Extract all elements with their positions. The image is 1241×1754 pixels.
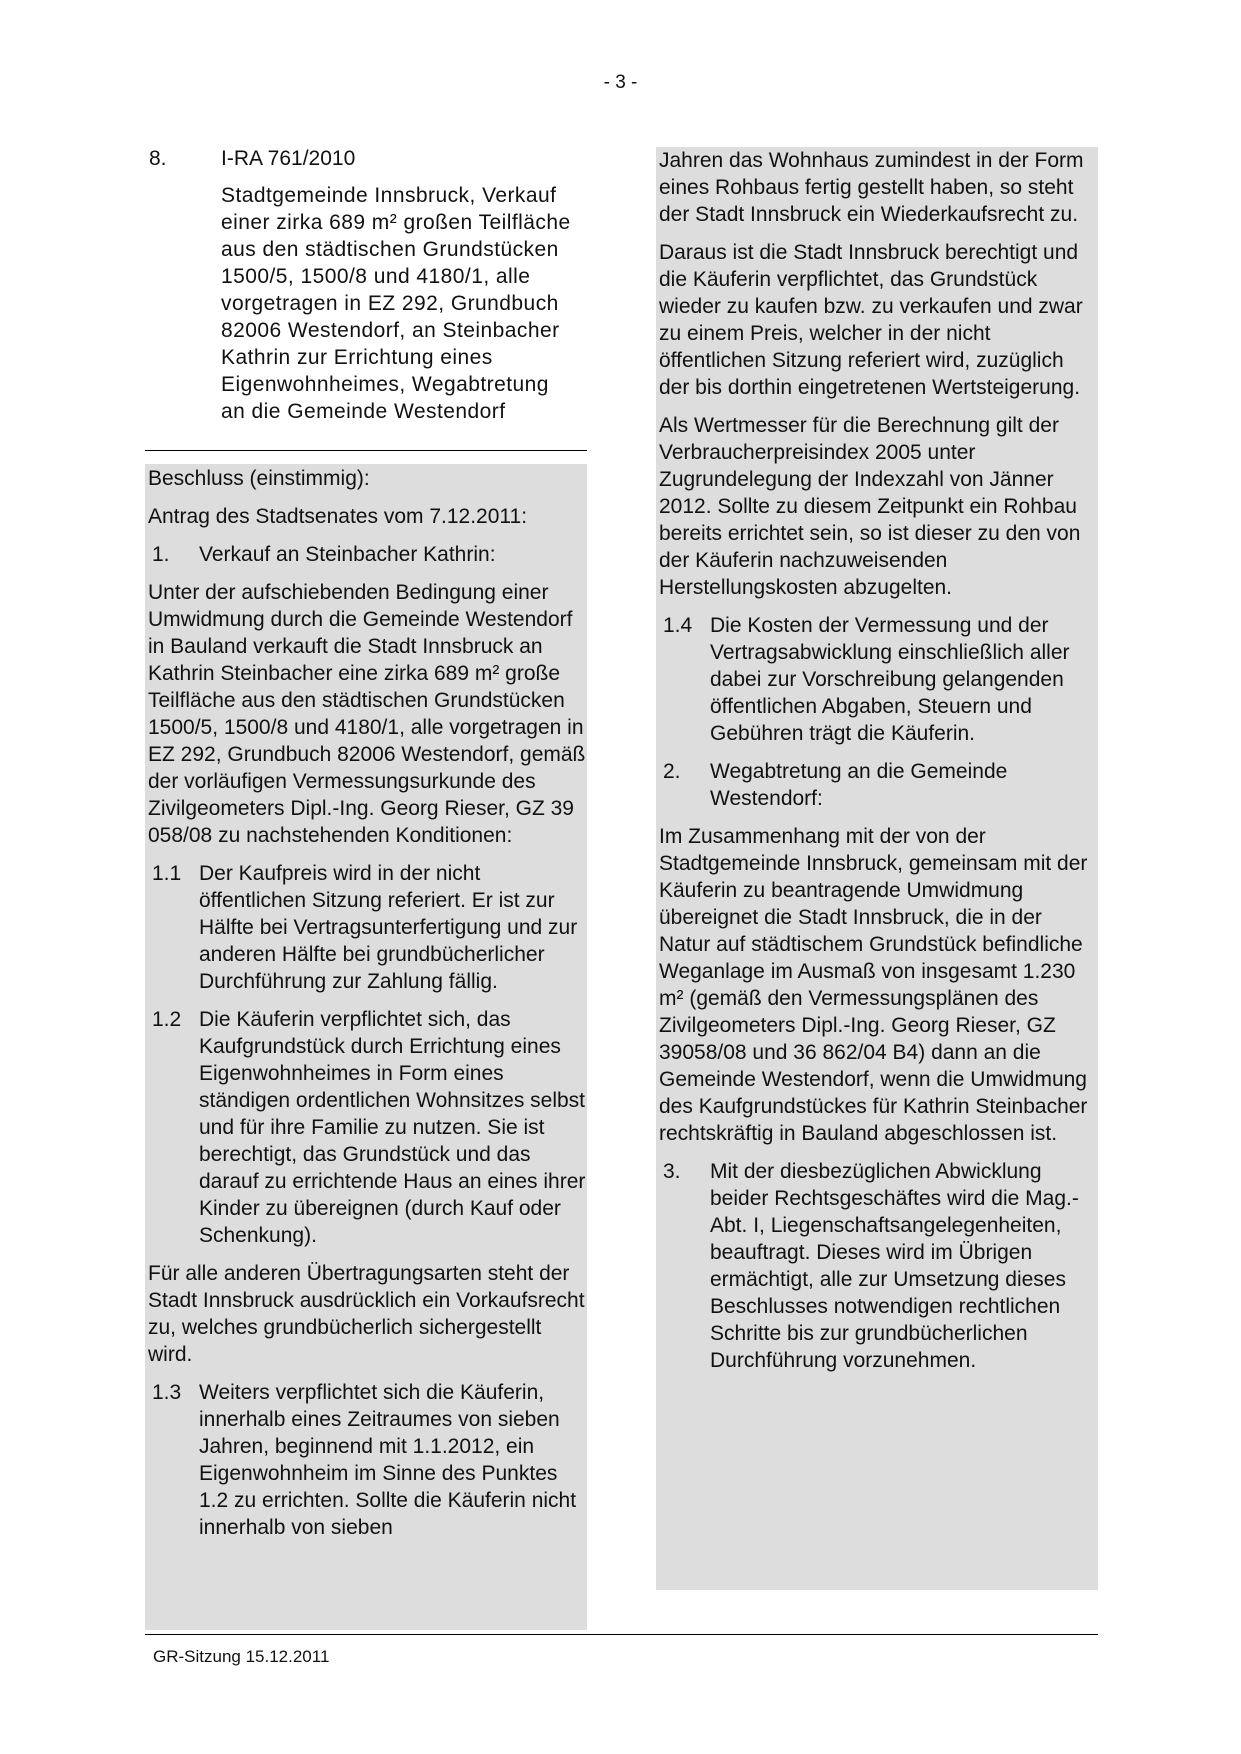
item-text: Weiters verpflichtet sich die Käuferin, innerhalb eines Zeitraumes von sieben Jahren, beginnend mit 1.1.2012, ein Eigenwohnheim im Sinne des Punktes 1.2 zu errichten. Sollte die Käuferin nicht innerhalb von sieben (199, 1381, 577, 1539)
agenda-block (145, 145, 587, 425)
heading-divider (145, 450, 587, 451)
item-1-3-p2: Daraus ist die Stadt Innsbruck berechtigt und die Käuferin verpflichtet, das Grundstück wieder zu kaufen bzw. zu verkaufen und zwar zu einem Preis, welcher in der nicht öffentlichen Sitzung referiert wird, zuzüglich der bis dorthin eingetretenen Wertsteigerung. (659, 241, 1083, 399)
agenda-reference: I-RA 761/2010 (221, 147, 356, 170)
item-number: 3. (663, 1160, 681, 1183)
decision-left (145, 464, 587, 1630)
item-1-body: Unter der aufschiebenden Bedingung einer Umwidmung durch die Gemeinde Westendorf in Bauland verkauft die Stadt Innsbruck an Kathrin Steinbacher eine zirka 689 m² große Teilfläche aus den städtischen Grundstücken 1500/5, 1500/8 und 4180/1, alle vorgetragen in EZ 292, Grundbuch 82006 Westendorf, gemäß der vorläufigen Vermessungsurkunde des Zivilgeometers Dipl.-Ing. Georg Rieser, GZ 39 058/08 zu nachstehenden Konditionen: (148, 581, 586, 847)
item-1-1 (148, 860, 587, 995)
decision-motion: Antrag des Stadtsenates vom 7.12.2011: (148, 505, 528, 528)
item-1-4 (659, 612, 1098, 747)
footer-session: GR-Sitzung 15.12.2011 (153, 1647, 330, 1666)
decision-right (656, 147, 1098, 1590)
item-number: 2. (663, 760, 681, 783)
item-text: Verkauf an Steinbacher Kathrin: (199, 543, 496, 566)
item-number: 1.3 (152, 1381, 182, 1404)
agenda-number: 8. (149, 147, 167, 170)
item-1-2-extra: Für alle anderen Übertragungsarten steht der Stadt Innsbruck ausdrücklich ein Vorkaufsrecht zu, welches grundbücherlich sichergestellt wird. (148, 1262, 585, 1366)
item-text: Wegabtretung an die Gemeinde Westendorf: (710, 760, 1008, 810)
item-text: Die Kosten der Vermessung und der Vertragsabwicklung einschließlich aller dabei zur Vorschreibung gelangenden öffentlichen Abgaben, Steuern und Gebühren trägt die Käuferin. (710, 614, 1070, 745)
item-number: 1.2 (152, 1008, 182, 1031)
item-text: Mit der diesbezüglichen Abwicklung beider Rechtsgeschäftes wird die Mag.-Abt. I, Liegenschaftsangelegenheiten, beauftragt. Dieses wird im Übrigen ermächtigt, alle zur Umsetzung dieses Beschlusses notwendigen rechtlichen Schritte bis zur grundbücherlichen Durchführung vorzunehmen. (710, 1160, 1079, 1372)
item-text: Der Kaufpreis wird in der nicht öffentlichen Sitzung referiert. Er ist zur Hälfte bei Vertragsunterfertigung und zur anderen Hälfte bei grundbücherlicher Durchführung zur Zahlung fällig. (199, 862, 578, 993)
item-number: 1.4 (663, 614, 693, 637)
item-1-3-p3: Als Wertmesser für die Berechnung gilt der Verbraucherpreisindex 2005 unter Zugrundelegung der Indexzahl von Jänner 2012. Sollte zu diesem Zeitpunkt ein Rohbau bereits errichtet sein, so ist dieser zu den von der Käuferin nachzuweisenden Herstellungskosten abzugelten. (659, 414, 1081, 599)
agenda-title: Stadtgemeinde Innsbruck, Verkauf einer zirka 689 m² großen Teilfläche aus den städtischen Grundstücken 1500/5, 1500/8 und 4180/1, alle vorgetragen in EZ 292, Grundbuch 82006 Westendorf, an Steinbacher Kathrin zur Errichtung eines Eigenwohnheimes, Wegabtretung an die Gemeinde Westendorf (221, 184, 571, 423)
item-3 (659, 1158, 1098, 1374)
item-number: 1.1 (152, 862, 182, 885)
item-number: 1. (152, 543, 170, 566)
item-1-2 (148, 1006, 587, 1249)
item-1 (148, 541, 587, 568)
item-2-body: Im Zusammenhang mit der von der Stadtgemeinde Innsbruck, gemeinsam mit der Käuferin zu beantragende Umwidmung übereignet die Stadt Innsbruck, die in der Natur auf städtischem Grundstück befindliche Weganlage im Ausmaß von insgesamt 1.230 m² (gemäß den Vermessungsplänen des Zivilgeometers Dipl.-Ing. Georg Rieser, GZ 39058/08 und 36 862/04 B4) dann an die Gemeinde Westendorf, wenn die Umwidmung des Kaufgrundstückes für Kathrin Steinbacher rechtskräftig in Bauland abgeschlossen ist. (659, 825, 1088, 1145)
item-text: Die Käuferin verpflichtet sich, das Kaufgrundstück durch Errichtung eines Eigenwohnheimes in Form eines ständigen ordentlichen Wohnsitzes selbst und für ihre Familie zu nutzen. Sie ist berechtigt, das Grundstück und das darauf zu errichtende Haus an eines ihrer Kinder zu übereignen (durch Kauf oder Schenkung). (199, 1008, 586, 1247)
item-1-3-cont: Jahren das Wohnhaus zumindest in der Form eines Rohbaus fertig gestellt haben, so steht der Stadt Innsbruck ein Wiederkaufsrecht zu. (659, 149, 1084, 226)
page-number: - 3 - (603, 72, 638, 93)
item-1-3 (148, 1379, 587, 1541)
item-2 (659, 758, 1098, 812)
decision-heading: Beschluss (einstimmig): (148, 467, 370, 490)
footer-divider (145, 1634, 1098, 1635)
